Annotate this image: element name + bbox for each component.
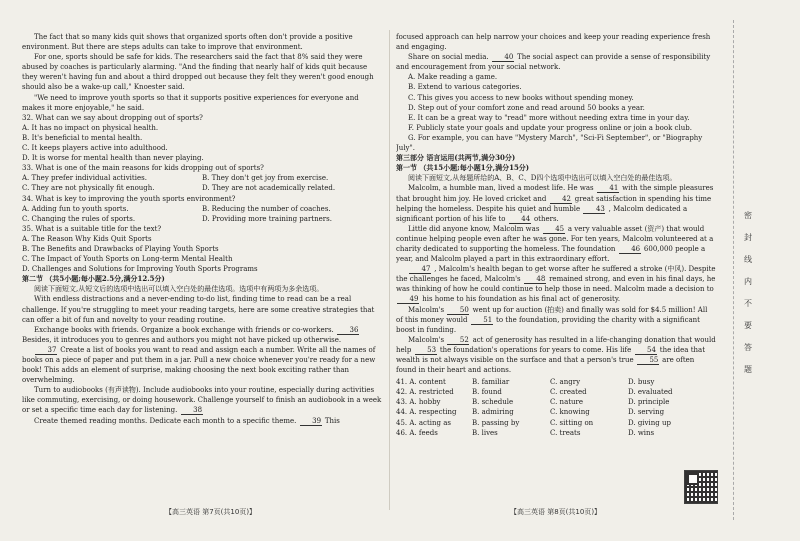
margin-char: 线 [744,255,752,264]
answer-option: B. lives [472,428,498,437]
text: 600,000 people a year, and Malcolm played a part in this extraordinary effort. [396,244,706,264]
answer-option: C. created [550,388,587,397]
blank-36[interactable]: 36 [337,326,359,335]
answer-option: D. evaluated [628,388,673,397]
answer-option: B. familiar [472,378,510,387]
option-row [22,214,382,224]
paragraph: focused approach can help narrow your choices and keep your reading experience fresh and engaging. [396,33,711,52]
option: A. Adding fun to youth sports. [22,204,129,213]
question-32: 32. What can we say about dropping out of sports? [22,113,203,122]
blank-44[interactable]: 44 [509,215,531,224]
text: the idea that wealth is not always visible on the surface and that a person's true [396,345,706,364]
answer-option: C. treats [550,428,581,437]
cloze-paragraph [396,335,716,375]
blank-38[interactable]: 38 [181,406,203,415]
answer-row [396,387,716,397]
paragraph: With endless distractions and a never-ending to-do list, finding time to read can be a real challenge. If you're struggling to meet your reading targets, here are some creative strategies that can offer a bit of fun and novelty to your reading routine. [22,295,375,324]
cloze-paragraph [396,183,716,223]
option: B. The Benefits and Drawbacks of Playing Youth Sports [22,244,219,253]
answer-option: D. principle [628,398,670,407]
section-instructions: 阅读下面短文,从每题所给的A、B、C、D四个选项中选出可以填入空白处的最佳选项。 [408,174,677,183]
left-page [22,32,382,502]
answer-option: C. knowing [550,408,590,417]
option: C. It keeps players active into adulthood. [22,144,168,153]
choice-option: D. Step out of your comfort zone and read around 50 books a year. [408,103,645,112]
answer-option: 44. A. respecting [396,408,457,417]
text: The social aspect can provide a sense of responsibility and encouragement from your social network. [396,53,711,72]
text: a very valuable asset (资产) that would continue helping people even after he was gone. For ten years, Malcolm volunteered at a charity dedicated to supporting the homeless. The foundation [396,224,714,253]
option: C. They are not physically fit enough. [22,184,155,193]
margin-char: 不 [744,299,752,308]
margin-char: 答 [744,343,752,352]
paragraph [22,416,382,426]
option: C. The Impact of Youth Sports on Long-term Mental Health [22,255,233,264]
blank-40[interactable]: 40 [492,53,514,62]
text: , Malcolm's health began to get worse after he suffered a stroke (中风). Despite the challenges he faced, Malcolm's [396,265,716,284]
text: his home to his foundation as his final act of generosity. [422,295,621,304]
question-33: 33. What is one of the main reasons for kids dropping out of sports? [22,164,264,173]
answer-row [396,418,716,428]
option-row [22,173,382,183]
blank-51[interactable]: 51 [471,316,493,325]
answer-option: 46. A. feeds [396,428,438,437]
cloze-paragraph [396,224,716,264]
section-instructions: 阅读下面短文,从短文后的选项中选出可以填入空白处的最佳选项。选项中有两项为多余选项。 [34,285,324,294]
answer-option: D. busy [628,378,655,387]
choice-option: F. Publicly state your goals and update your progress online or join a book club. [408,123,692,132]
text: to the foundation, providing the charity with a significant boost in funding. [396,315,700,334]
answer-option: D. wins [628,428,655,437]
blank-37[interactable]: 37 [35,346,57,355]
text: Create themed reading months. Dedicate each month to a specific theme. [34,416,297,425]
blank-42[interactable]: 42 [550,195,572,204]
text: , Malcolm dedicated a significant portion of his life to [396,204,688,223]
option: A. The Reason Why Kids Quit Sports [22,234,152,243]
page-divider [389,30,390,510]
text: Malcolm's [408,335,445,344]
answer-option: B. schedule [472,398,514,407]
answer-row [396,407,716,417]
answer-option: 43. A. hobby [396,398,441,407]
page-footer: 【高三英语 第7页(共10页)】 [165,508,257,516]
text: Malcolm's [408,305,445,314]
text: This [324,416,340,425]
blank-48[interactable]: 48 [524,275,546,284]
choice-option: E. It can be a great way to "read" more without needing extra time in your day. [408,113,690,122]
blank-52[interactable]: 52 [447,336,469,345]
option: D. Challenges and Solutions for Improving Youth Sports Programs [22,265,258,274]
part-heading: 第三部分 语言运用(共两节,满分30分) [396,153,516,163]
margin-char: 内 [744,277,752,286]
text: went up for auction (拍卖) and finally was sold for $4.5 million! All of this money would [396,305,708,324]
blank-43[interactable]: 43 [583,205,605,214]
cloze-paragraph [396,264,716,304]
blank-47[interactable]: 47 [409,265,431,274]
choice-option: B. Extend to various categories. [408,83,522,92]
choice-option: G. For example, you can have "Mystery March", "Sci-Fi September", or "Biography July". [396,133,703,153]
paragraph [22,325,382,345]
answer-option: B. passing by [472,418,520,427]
option: A. It has no impact on physical health. [22,123,159,132]
text: great satisfaction in spending his time helping the homeless. Despite his quiet and humble [396,194,712,213]
blank-41[interactable]: 41 [597,184,619,193]
option: D. It is worse for mental health than never playing. [22,154,204,163]
text: are often found in their heart and actions. [396,356,695,375]
blank-46[interactable]: 46 [619,245,641,254]
option-row [22,204,382,214]
question-34: 34. What is key to improving the youth sports environment? [22,194,236,203]
cloze-paragraph [396,305,716,335]
text: act of generosity has resulted in a life-changing donation that would help [396,335,716,354]
option: B. They don't get joy from exercise. [202,174,329,183]
paragraph [22,385,382,415]
text: Little did anyone know, Malcolm was [408,224,540,233]
blank-45[interactable]: 45 [543,225,565,234]
option: D. They are not academically related. [202,184,336,193]
answer-option: 41. A. content [396,378,446,387]
answer-row [396,397,716,407]
answer-option: B. found [472,388,502,397]
blank-54[interactable]: 54 [635,346,657,355]
blank-50[interactable]: 50 [447,306,469,315]
binding-line [733,20,735,520]
text: Create a list of books you want to read and assign each a number. Write all the names of books on a piece of paper and put them in a jar. Pull a new choice whenever you're ready for a new book! This adds an element of surprise, making choosing the next book exciting rather than overwhelming. [22,345,376,385]
blank-55[interactable]: 55 [637,356,659,365]
text: remained strong, and even in his final days, he was thinking of how he could continue to help those in need. Malcolm made a decision to [396,275,716,294]
paragraph [396,52,716,72]
option: C. Changing the rules of sports. [22,214,136,223]
paragraph: The fact that so many kids quit shows that organized sports often don't provide a positive environment. But there are steps adults can take to improve that environment. [22,33,353,52]
text: others. [533,214,559,223]
margin-char: 要 [744,321,752,330]
option: D. Providing more training partners. [202,214,332,223]
blank-39[interactable]: 39 [300,417,322,426]
paragraph [22,345,382,385]
binding-margin-text [741,210,755,375]
choice-option: A. Make reading a game. [408,73,498,82]
margin-char: 封 [744,233,752,242]
text: Malcolm, a humble man, lived a modest life. He was [408,184,594,193]
answer-option: C. nature [550,398,584,407]
answer-option: C. sitting on [550,418,594,427]
answer-option: C. angry [550,378,581,387]
paragraph: For one, sports should be safe for kids. The researchers said the fact that 8% said they were abused by coaches is particularly alarming. "And the finding that nearly half of kids quit because they weren't having fun and about a third dropped out because they felt they weren't good enough should also be a wake-up call," Knoester said. [22,53,374,92]
option: B. It's beneficial to mental health. [22,133,143,142]
answer-option: D. serving [628,408,665,417]
option: A. They prefer individual activities. [22,174,147,183]
question-35: 35. What is a suitable title for the text? [22,224,162,233]
answer-option: D. giving up [628,418,671,427]
qr-code [684,470,718,504]
text: Besides, it introduces you to genres and authors you might not have picked up otherwise. [22,335,342,344]
right-page [396,32,716,502]
answer-option: B. admiring [472,408,514,417]
option-row [22,183,382,193]
page-footer: 【高三英语 第8页(共10页)】 [510,508,602,516]
choice-option: C. This gives you access to new books without spending money. [408,93,634,102]
blank-49[interactable]: 49 [397,295,419,304]
margin-char: 题 [744,365,752,374]
answer-row [396,377,716,387]
answer-option: 45. A. acting as [396,418,451,427]
answer-row [396,428,716,438]
margin-char: 密 [744,211,752,220]
text: Turn to audiobooks (有声读物). Include audiobooks into your routine, especially during activities like commuting, exercising, or doing housework. Challenge yourself to finish an audiobook in a week or set a specific time each day for listening. [22,386,382,415]
section-heading: 第二节 （共5小题;每小题2.5分,满分12.5分) [22,274,165,284]
section-heading: 第一节 （共15小题;每小题1分,满分15分) [396,163,530,173]
text: the foundation's operations for years to come. His life [439,345,632,354]
text: Exchange books with friends. Organize a book exchange with friends or co-workers. [34,325,334,334]
text: Share on social media. [408,53,489,62]
answer-option: 42. A. restricted [396,388,454,397]
option: B. Reducing the number of coaches. [202,204,331,213]
text: with the simple pleasures that brought him joy. He loved cricket and [396,184,714,203]
paragraph: "We need to improve youth sports so that it supports positive experiences for everyone and makes it more enjoyable," he said. [22,93,359,112]
blank-53[interactable]: 53 [415,346,437,355]
